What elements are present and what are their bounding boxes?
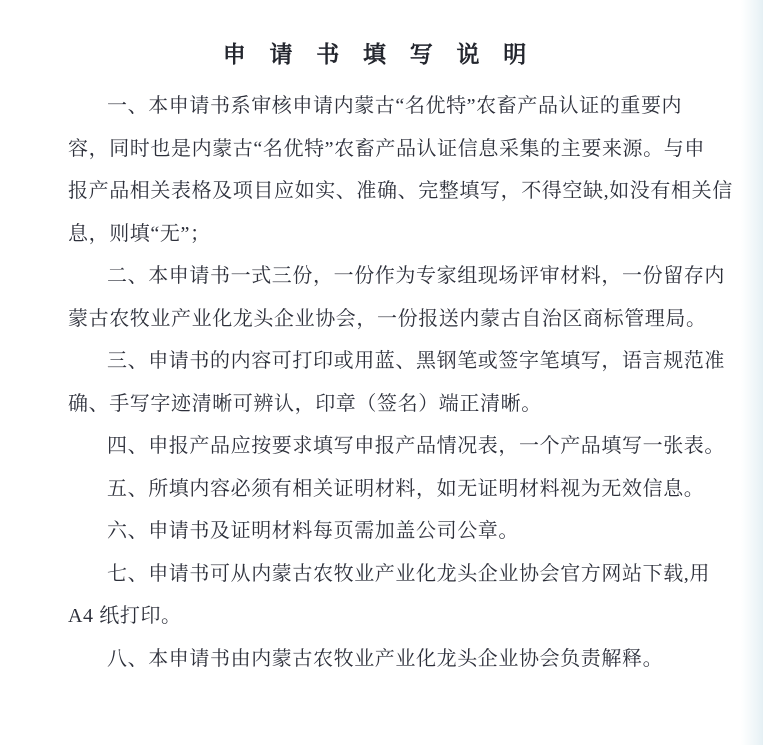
document-body [68, 85, 733, 680]
text-line: 容，同时也是内蒙古“名优特”农畜产品认证信息采集的主要来源。与申 [68, 137, 705, 160]
text-line: 八、本申请书由内蒙古农牧业产业化龙头企业协会负责解释。 [107, 647, 664, 670]
text-line: 七、申请书可从内蒙古农牧业产业化龙头企业协会官方网站下载,用 [107, 562, 710, 585]
paragraph [68, 255, 725, 340]
page-edge-shadow [741, 0, 763, 745]
paragraph [68, 510, 718, 553]
paragraph [68, 553, 718, 638]
text-line: A4 纸打印。 [68, 605, 182, 627]
text-line: 二、本申请书一式三份，一份作为专家组现场评审材料，一份留存内 [107, 265, 725, 287]
text-line: 确、手写字迹清晰可辨认，印章（签名）端正清晰。 [68, 392, 542, 415]
text-line: 蒙古农牧业产业化龙头企业协会，一份报送内蒙古自治区商标管理局。 [68, 307, 707, 330]
text-line: 报产品相关表格及项目应如实、准确、完整填写，不得空缺,如没有相关信 [68, 180, 733, 202]
paragraph [68, 340, 725, 425]
text-line: 五、所填内容必须有相关证明材料，如无证明材料视为无效信息。 [107, 477, 705, 500]
text-line: 息，则填“无”； [68, 222, 211, 245]
paragraph [68, 638, 718, 681]
paragraph [68, 425, 725, 468]
text-line: 六、申请书及证明材料每页需加盖公司公章。 [107, 520, 519, 542]
text-line: 四、申报产品应按要求填写申报产品情况表，一个产品填写一张表。 [107, 435, 725, 457]
text-line: 一、本申请书系审核申请内蒙古“名优特”农畜产品认证的重要内 [107, 95, 683, 117]
paragraph [68, 85, 733, 255]
document-title: 申 请 书 填 写 说 明 [222, 42, 531, 67]
text-line: 三、申请书的内容可打印或用蓝、黑钢笔或签字笔填写，语言规范准 [107, 350, 725, 372]
paragraph [68, 468, 718, 511]
